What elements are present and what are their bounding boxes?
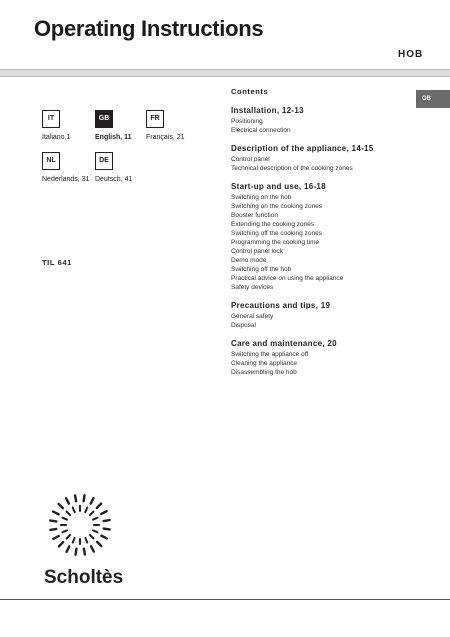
contents-heading: Contents: [231, 87, 269, 96]
lang-label-gb: English, 11: [95, 134, 132, 141]
section-item[interactable]: Electrical connection: [231, 127, 291, 134]
logo-ray: [91, 546, 94, 551]
section-item[interactable]: Extending the cooking zones: [231, 221, 315, 228]
lang-box-it[interactable]: IT: [42, 110, 60, 128]
section-item[interactable]: Programming the cooking time: [231, 239, 320, 246]
lang-box-fr[interactable]: FR: [146, 110, 164, 128]
lang-box-de[interactable]: DE: [95, 152, 113, 170]
logo-ray: [97, 542, 101, 546]
logo-ray: [62, 518, 67, 520]
logo-ray: [93, 530, 98, 532]
header-divider-bar: [0, 69, 450, 77]
section-item[interactable]: Disassembling the hob: [231, 369, 297, 376]
language-tab[interactable]: GB: [416, 90, 450, 108]
logo-ray: [67, 535, 71, 539]
section-title[interactable]: Start-up and use, 16-18: [231, 182, 326, 191]
section-item[interactable]: Disposal: [231, 322, 256, 329]
contents-section: [231, 338, 421, 377]
logo-ray: [76, 549, 77, 555]
brand-logo: [42, 492, 132, 592]
section-item[interactable]: Technical description of the cooking zones: [231, 165, 353, 172]
logo-ray: [104, 529, 110, 530]
section-item[interactable]: Safety devices: [231, 284, 274, 291]
lang-box-gb[interactable]: GB: [95, 110, 113, 128]
section-item[interactable]: Switching off the cooking zones: [231, 230, 322, 237]
section-title[interactable]: Care and maintenance, 20: [231, 339, 337, 348]
contents-section: [231, 143, 421, 173]
section-item[interactable]: Switching off the hob: [231, 266, 292, 273]
section-item[interactable]: Switching the appliance off: [231, 351, 309, 358]
model-number: TIL 641: [42, 258, 72, 267]
section-item[interactable]: Positioning: [231, 118, 263, 125]
logo-ray: [85, 538, 87, 543]
section-item[interactable]: Cleaning the appliance: [231, 360, 298, 367]
logo-ray: [73, 507, 75, 512]
logo-ray: [93, 518, 98, 520]
logo-ray: [62, 530, 67, 532]
logo-ray: [104, 520, 110, 521]
table-of-contents: [231, 87, 421, 385]
sunburst-logo-icon: [42, 492, 132, 587]
logo-ray: [59, 504, 63, 508]
contents-section: [231, 300, 421, 330]
section-item[interactable]: Switching on the cooking zones: [231, 203, 323, 210]
section-item[interactable]: General safety: [231, 313, 274, 320]
section-title[interactable]: Precautions and tips, 19: [231, 301, 331, 310]
logo-ray: [84, 495, 85, 501]
logo-ray: [66, 498, 69, 503]
section-item[interactable]: Booster function: [231, 212, 278, 219]
logo-ray: [75, 495, 76, 501]
lang-label-fr: Français, 21: [146, 134, 185, 141]
logo-ray: [59, 542, 63, 546]
logo-ray: [90, 512, 94, 516]
logo-ray: [73, 538, 75, 543]
section-item[interactable]: Switching on the hob: [231, 194, 292, 201]
logo-ray: [53, 536, 58, 539]
section-title[interactable]: Installation, 12-13: [231, 106, 304, 115]
logo-ray: [53, 512, 58, 515]
section-item[interactable]: Control panel lock: [231, 248, 284, 255]
logo-ray: [84, 549, 85, 555]
logo-ray: [101, 536, 106, 539]
lang-box-nl[interactable]: NL: [42, 152, 60, 170]
lang-label-nl: Nederlands, 31: [42, 176, 90, 183]
logo-ray: [50, 521, 56, 522]
lang-label-it: Italiano,1: [42, 134, 71, 141]
logo-ray: [97, 504, 101, 508]
contents-section: [231, 181, 421, 292]
section-title[interactable]: Description of the appliance, 14-15: [231, 144, 374, 153]
logo-ray: [67, 512, 71, 516]
logo-ray: [85, 507, 87, 512]
contents-section: [231, 105, 421, 135]
section-item[interactable]: Demo mode: [231, 257, 267, 264]
lang-label-de: Deutsch, 41: [95, 176, 133, 183]
page-title: Operating Instructions: [34, 16, 264, 41]
section-item[interactable]: Control panel: [231, 156, 270, 163]
logo-ray: [67, 546, 70, 551]
logo-ray: [101, 511, 106, 514]
logo-ray: [91, 498, 94, 503]
logo-ray: [50, 529, 56, 530]
footer-divider: [0, 599, 450, 600]
brand-wordmark: Scholtès: [44, 567, 124, 587]
logo-ray: [90, 535, 94, 539]
product-type: HOB: [398, 49, 424, 60]
section-item[interactable]: Practical advice on using the appliance: [231, 275, 344, 282]
